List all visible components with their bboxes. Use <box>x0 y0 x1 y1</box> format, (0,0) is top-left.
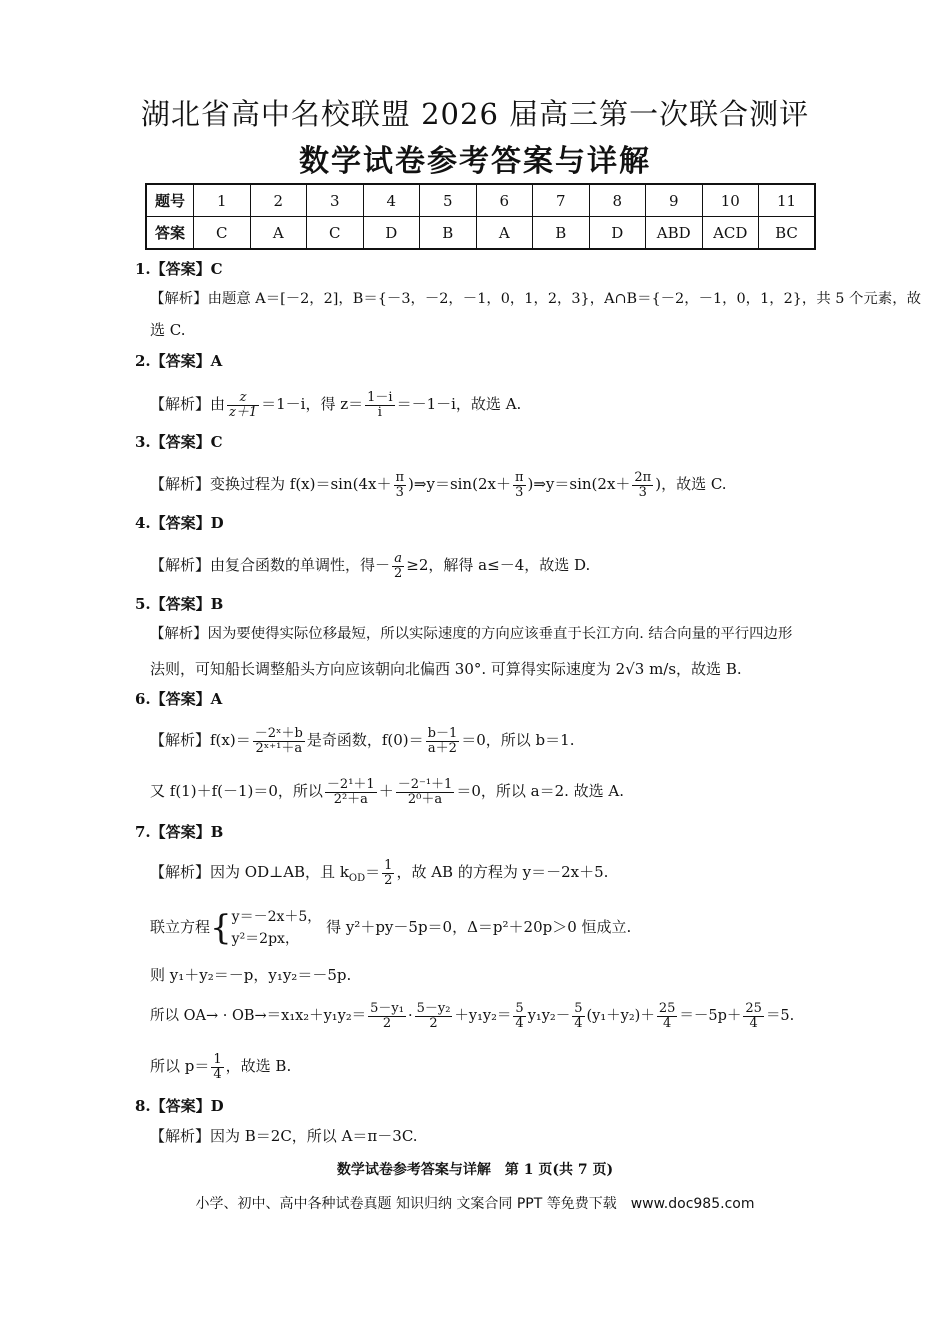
denominator: 3 <box>515 484 524 500</box>
table-cell: 2 <box>250 184 307 217</box>
table-cell: 10 <box>702 184 759 217</box>
table-cell: A <box>250 217 307 250</box>
numerator: 1 <box>213 1051 222 1067</box>
q7-text: ＋y₁y₂＝ <box>454 1008 512 1024</box>
table-cell: 8 <box>589 184 646 217</box>
table-cell: 4 <box>363 184 420 217</box>
q3-fraction <box>632 471 653 500</box>
q6-text: 【解析】f(x)＝ <box>150 731 251 749</box>
q1-solution-line1: 【解析】由题意 A＝[－2，2]，B＝{－3，－2，－1，0，1，2，3}，A∩B＝{－2，－1，0，1，2}，共 5 个元素，故 <box>150 291 921 307</box>
answer-table-answer-row <box>146 217 815 250</box>
q7-fraction <box>368 1002 406 1031</box>
denominator: 2 <box>382 1015 392 1031</box>
q6-fraction <box>253 727 305 756</box>
q7-text: ＝5. <box>765 1008 795 1024</box>
q7-answer: 7.【答案】B <box>135 823 224 841</box>
q7-solution-line1 <box>150 855 608 896</box>
table-cell: ACD <box>702 217 759 250</box>
q7-solution-line3: 则 y₁＋y₂＝－p，y₁y₂＝－5p. <box>150 966 352 984</box>
denominator: 4 <box>749 1015 758 1031</box>
q6-text: 又 f(1)＋f(－1)＝0，所以 <box>150 782 323 800</box>
q7-text: ＝ <box>365 863 381 881</box>
q6-text: ＝0，所以 b＝1. <box>461 731 575 749</box>
q6-text: 是奇函数，f(0)＝ <box>306 731 424 749</box>
q7-text: 所以 OA→ · OB→＝x₁x₂＋y₁y₂＝ <box>150 1008 367 1024</box>
q2-answer: 2.【答案】A <box>135 352 223 370</box>
q7-fraction <box>743 1002 764 1031</box>
numerator: 5 <box>515 1000 524 1016</box>
table-cell: 6 <box>476 184 533 217</box>
q7-fraction <box>211 1053 223 1082</box>
q3-fraction <box>394 471 407 500</box>
numerator: －2¹＋1 <box>326 776 375 792</box>
page-footer: 数学试卷参考答案与详解 第 1 页(共 7 页) <box>336 1162 614 1178</box>
q7-text: 联立方程 <box>150 918 211 936</box>
q6-answer: 6.【答案】A <box>135 690 223 708</box>
table-cell: C <box>194 217 251 250</box>
equation-line: y²＝2px， <box>231 931 299 947</box>
table-cell: 1 <box>194 184 251 217</box>
q5-solution-line2: 法则，可知船长调整船头方向应该朝向北偏西 30°. 可算得实际速度为 2√3 m/s，故选 B. <box>150 660 742 678</box>
q6-fraction <box>325 778 377 807</box>
numerator: 2π <box>634 469 652 485</box>
table-cell: 11 <box>759 184 816 217</box>
table-cell: B <box>533 217 590 250</box>
denominator: 3 <box>395 484 404 500</box>
q7-fraction <box>572 1002 584 1031</box>
q3-solution <box>150 467 727 501</box>
q2-text: ＝1－i，得 z＝ <box>261 395 364 413</box>
numerator: 25 <box>658 1000 676 1016</box>
q2-text: 【解析】由 <box>150 395 226 413</box>
q7-text: 【解析】因为 OD⊥AB，且 k <box>150 863 349 881</box>
denominator: 4 <box>574 1015 583 1031</box>
q7-fraction <box>513 1002 525 1031</box>
q6-text: ＋ <box>378 782 394 800</box>
q7-solution-line5 <box>150 1049 291 1083</box>
numerator: π <box>395 469 405 485</box>
table-cell: ABD <box>646 217 703 250</box>
row-label-answer: 答案 <box>146 217 194 250</box>
table-cell: 7 <box>533 184 590 217</box>
table-cell: D <box>589 217 646 250</box>
q6-solution-line2 <box>150 773 624 809</box>
q7-text: · <box>407 1008 413 1024</box>
row-label-number: 题号 <box>146 184 194 217</box>
denominator: 2 <box>384 872 393 888</box>
q3-fraction <box>513 471 526 500</box>
denominator: 2²＋a <box>333 791 368 807</box>
denominator: i <box>377 404 382 420</box>
q4-answer: 4.【答案】D <box>135 514 224 532</box>
numerator: π <box>514 469 524 485</box>
q3-text: )，故选 C. <box>655 475 727 493</box>
q3-text: )⇒y＝sin(2x＋ <box>408 475 511 493</box>
numerator: 25 <box>745 1000 762 1016</box>
denominator: 3 <box>638 484 647 500</box>
q7-fraction <box>657 1002 678 1031</box>
q7-subscript: OD <box>348 873 366 884</box>
q7-fraction <box>415 1002 453 1031</box>
denominator: 2 <box>394 565 403 581</box>
q2-fraction <box>365 391 394 420</box>
q3-text: 【解析】变换过程为 f(x)＝sin(4x＋ <box>150 475 392 493</box>
q6-text: ＝0，所以 a＝2. 故选 A. <box>456 782 625 800</box>
table-cell: B <box>420 217 477 250</box>
numerator: a <box>392 552 404 567</box>
denominator: 4 <box>662 1015 672 1031</box>
q7-solution-line2 <box>150 905 631 950</box>
q2-fraction <box>227 391 259 420</box>
answer-table <box>145 183 816 250</box>
q1-solution-line2: 选 C. <box>150 321 186 339</box>
numerator: 5 <box>574 1000 583 1016</box>
q7-text: ，故 AB 的方程为 y＝－2x＋5. <box>396 863 609 881</box>
q7-solution-line4 <box>150 998 794 1034</box>
document-title: 湖北省高中名校联盟 2026 届高三第一次联合测评 <box>140 97 810 131</box>
q4-text: ≥2，解得 a≤－4，故选 D. <box>406 556 591 574</box>
denominator: 2ˣ⁺¹＋a <box>255 740 303 756</box>
table-cell: 9 <box>646 184 703 217</box>
numerator: 1 <box>384 857 393 873</box>
denominator: 2⁰＋a <box>407 791 443 807</box>
q7-text: ，故选 B. <box>225 1057 292 1075</box>
equation-system <box>232 906 322 950</box>
q1-answer: 1.【答案】C <box>135 260 223 278</box>
download-banner: 小学、初中、高中各种试卷真题 知识归纳 文案合同 PPT 等免费下载 www.doc985.com <box>195 1196 755 1212</box>
denominator: z＋1 <box>229 404 258 420</box>
q6-solution-line1 <box>150 722 574 758</box>
table-cell: D <box>363 217 420 250</box>
q7-fraction <box>382 859 394 888</box>
q2-solution <box>150 387 521 421</box>
table-cell: C <box>307 217 364 250</box>
q5-answer: 5.【答案】B <box>135 595 224 613</box>
denominator: 4 <box>515 1015 524 1031</box>
denominator: 4 <box>213 1066 222 1082</box>
q7-text: 得 y²＋py－5p＝0，Δ＝p²＋20p＞0 恒成立. <box>326 918 632 936</box>
numerator: b－1 <box>427 725 458 741</box>
q6-fraction <box>426 727 460 756</box>
q4-text: 【解析】由复合函数的单调性，得－ <box>150 556 391 574</box>
q8-answer: 8.【答案】D <box>135 1097 224 1115</box>
denominator: 2 <box>429 1015 438 1031</box>
table-cell: A <box>476 217 533 250</box>
q2-text: ＝－1－i，故选 A. <box>396 395 522 413</box>
numerator: 1－i <box>367 389 393 405</box>
q7-text: (y₁＋y₂)＋ <box>586 1008 655 1024</box>
numerator: 5－y₂ <box>416 1000 451 1016</box>
table-cell: 5 <box>420 184 477 217</box>
denominator: a＋2 <box>427 740 457 756</box>
numerator: 5－y₁ <box>370 1000 404 1016</box>
answer-table-number-row <box>146 184 815 217</box>
q5-solution-line1: 【解析】因为要使得实际位移最短，所以实际速度的方向应该垂直于长江方向. 结合向量的平行四边形 <box>150 626 793 642</box>
q7-text: y₁y₂－ <box>527 1008 571 1024</box>
document-subtitle: 数学试卷参考答案与详解 <box>299 144 651 179</box>
table-cell: 3 <box>307 184 364 217</box>
equation-line: y＝－2x＋5， <box>231 909 322 925</box>
q4-solution <box>150 548 590 582</box>
q7-text: ＝－5p＋ <box>679 1008 742 1024</box>
numerator: z <box>227 391 259 406</box>
q3-answer: 3.【答案】C <box>135 433 223 451</box>
q7-text: 所以 p＝ <box>150 1057 210 1075</box>
table-cell: BC <box>759 217 816 250</box>
q8-solution-line1: 【解析】因为 B＝2C，所以 A＝π－3C. <box>150 1127 418 1145</box>
brace-symbol: { <box>210 908 232 948</box>
q4-fraction <box>392 552 404 581</box>
q6-fraction <box>396 778 455 807</box>
q3-text: )⇒y＝sin(2x＋ <box>527 475 631 493</box>
numerator: －2⁻¹＋1 <box>397 776 453 792</box>
numerator: －2ˣ＋b <box>254 725 303 741</box>
